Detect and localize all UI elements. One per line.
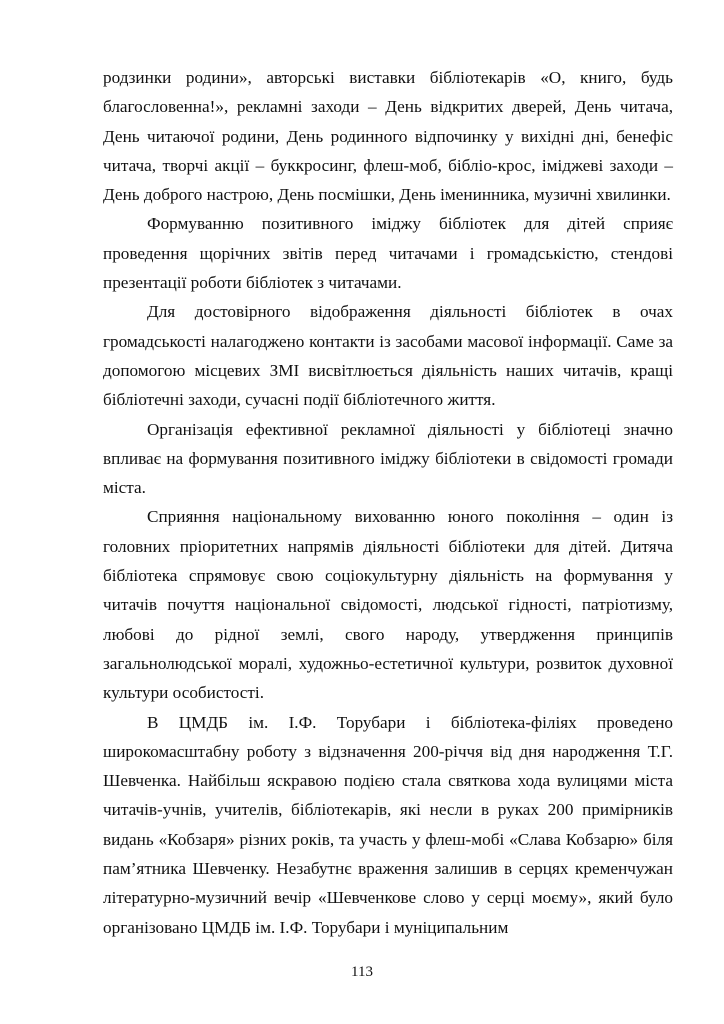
paragraph-3: Для достовірного відображення діяльності бібліотек в очах громадськості налагоджено контакти із засобами масової інформації. Саме за допомогою місцевих ЗМІ висвітлюється діяльність наших читачів, кращі бібліотечні заходи, сучасні події бібліотечного життя.: [103, 302, 673, 410]
paragraph-5: Сприяння національному вихованню юного покоління – один із головних пріоритетних напрямів діяльності бібліотеки для дітей. Дитяча бібліотека спрямовує свою соціокультурну діяльність на формування у читачів почуття національної свідомості, людської гідності, патріотизму, любові до рідної землі, свого народу, утвердження принципів загальнолюдської моралі, художньо-естетичної культури, розвиток духовної культури особистості.: [103, 507, 673, 703]
paragraph-2: Формуванню позитивного іміджу бібліотек для дітей сприяє проведення щорічних звітів перед читачами і громадськістю, стендові презентації роботи бібліотек з читачами.: [103, 214, 673, 293]
page-number: 113: [351, 964, 373, 980]
paragraph-6: В ЦМДБ ім. І.Ф. Торубари і бібліотека-філіях проведено широкомасштабну роботу з відзначення 200-річчя від дня народження Т.Г. Шевченка. Найбільш яскравою подією стала святкова хода вулицями міста читачів-учнів, учителів, бібліотекарів, які несли в руках 200 примірників видань «Кобзаря» різних років, та участь у флеш-мобі «Слава Кобзарю» біля пам’ятника Шевченку. Незабутнє враження залишив в серцях кременчужан літературно-музичний вечір «Шевченкове слово у серці моєму», який було організовано ЦМДБ ім. І.Ф. Торубари і муніципальним: [103, 712, 673, 937]
body-text: [103, 63, 673, 942]
paragraph-1: родзинки родини», авторські виставки бібліотекарів «О, книго, будь благословенна!», рекламні заходи – День відкритих дверей, День читача, День читаючої родини, День родинного відпочинку у вихідні дні, бенефіс читача, творчі акції – буккросинг, флеш-моб, бібліо-крос, іміджеві заходи – День доброго настрою, День посмішки, День іменинника, музичні хвилинки.: [103, 68, 673, 205]
paragraph-4: Організація ефективної рекламної діяльності у бібліотеці значно впливає на формування позитивного іміджу бібліотеки в свідомості громади міста.: [103, 419, 673, 498]
